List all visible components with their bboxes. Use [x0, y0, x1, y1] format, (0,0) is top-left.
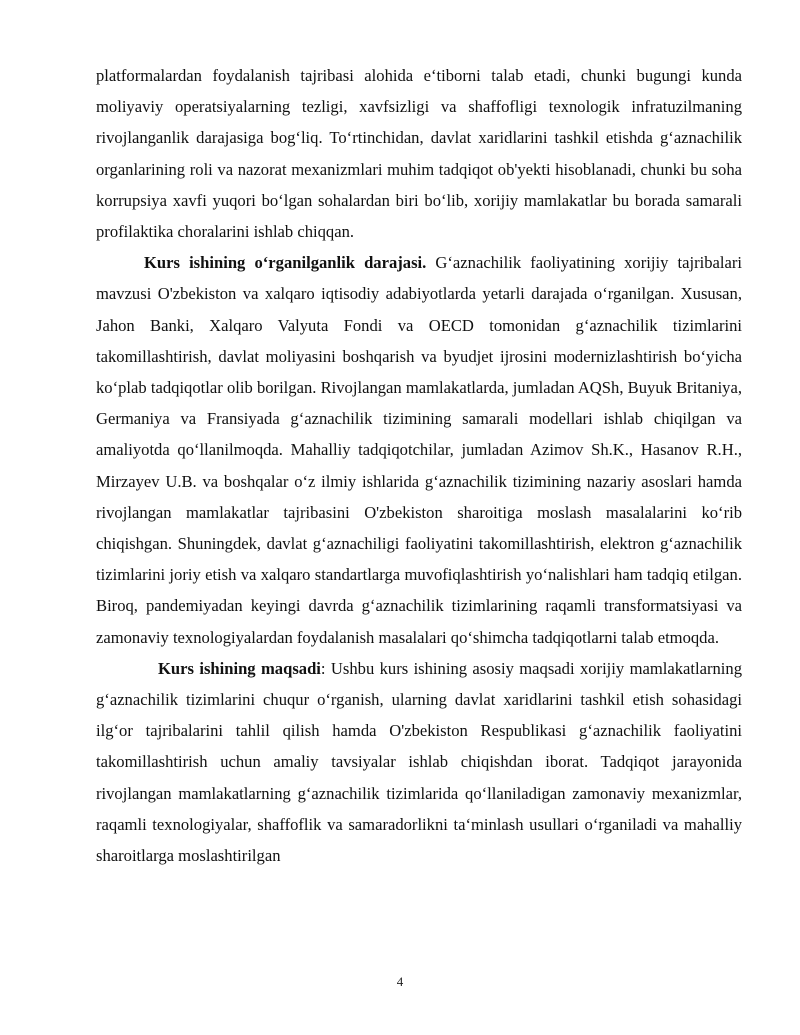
section-heading-goal: Kurs ishining maqsadi: [158, 658, 321, 678]
section-heading-study-level: Kurs ishining o‘rganilganlik darajasi.: [144, 253, 427, 273]
document-page: [96, 60, 742, 871]
page-number: 4: [396, 974, 404, 989]
paragraph-3-body: : Ushbu kurs ishining asosiy maqsadi xorijiy mamlakatlarning g‘aznachilik tizimlarini chuqur o‘rganish, ularning davlat xaridlarini tashkil etish sohasidagi ilg‘or tajribalarini tahlil qilish hamda O'zbekiston Respublikasi g‘aznachilik faoliyatini takomillashtirish uchun amaliy tavsiyalar ishlab chiqishdan iborat. Tadqiqot jarayonida rivojlangan mamlakatlarning g‘aznachilik tizimlarida qo‘llaniladigan zamonaviy mexanizmlar, raqamli texnologiyalar, shaffoflik va samaradorlikni ta‘minlash usullari o‘rganiladi va mahalliy sharoitlarga moslashtirilgan: [96, 658, 742, 866]
paragraph-2: [96, 247, 742, 653]
paragraph-1: platformalardan foydalanish tajribasi alohida e‘tiborni talab etadi, chunki bugungi kunda moliyaviy operatsiyalarning tezligi, xavfsizligi va shaffofligi texnologik infratuzilmaning rivojlanganlik darajasiga bog‘liq. To‘rtinchidan, davlat xaridlarini tashkil etishda g‘aznachilik organlarining roli va nazorat mexanizmlari muhim tadqiqot ob'yekti hisoblanadi, chunki bu soha korrupsiya xavfi yuqori bo‘lgan sohalardan biri bo‘lib, xorijiy mamlakatlar bu borada samarali profilaktika choralarini ishlab chiqqan.: [96, 66, 742, 242]
paragraph-3: [96, 653, 742, 871]
paragraph-2-body: G‘aznachilik faoliyatining xorijiy tajribalari mavzusi O'zbekiston va xalqaro iqtisodiy adabiyotlarda yetarli darajada o‘rganilgan. Xususan, Jahon Banki, Xalqaro Valyuta Fondi va OECD tomonidan g‘aznachilik tizimlarini takomillashtirish, davlat moliyasini boshqarish va byudjet ijrosini modernizlashtirish bo‘yicha ko‘plab tadqiqotlar olib borilgan. Rivojlangan mamlakatlarda, jumladan AQSh, Buyuk Britaniya, Germaniya va Fransiyada g‘aznachilik tizimining samarali modellari ishlab chiqilgan va amaliyotda qo‘llanilmoqda. Mahalliy tadqiqotchilar, jumladan Azimov Sh.K., Hasanov R.H., Mirzayev U.B. va boshqalar o‘z ilmiy ishlarida g‘aznachilik tizimining nazariy asoslari hamda rivojlangan mamlakatlar tajribasini O'zbekiston sharoitiga moslash masalalarini ko‘rib chiqishgan. Shuningdek, davlat g‘aznachiligi faoliyatini takomillashtirish, elektron g‘aznachilik tizimlarini joriy etish va xalqaro standartlarga muvofiqlashtirish yo‘nalishlari ham tadqiq etilgan. Biroq, pandemiyadan keyingi davrda g‘aznachilik tizimlarining raqamli transformatsiyasi va zamonaviy texnologiyalardan foydalanish masalalari qo‘shimcha tadqiqotlarni talab etmoqda.: [96, 253, 742, 647]
